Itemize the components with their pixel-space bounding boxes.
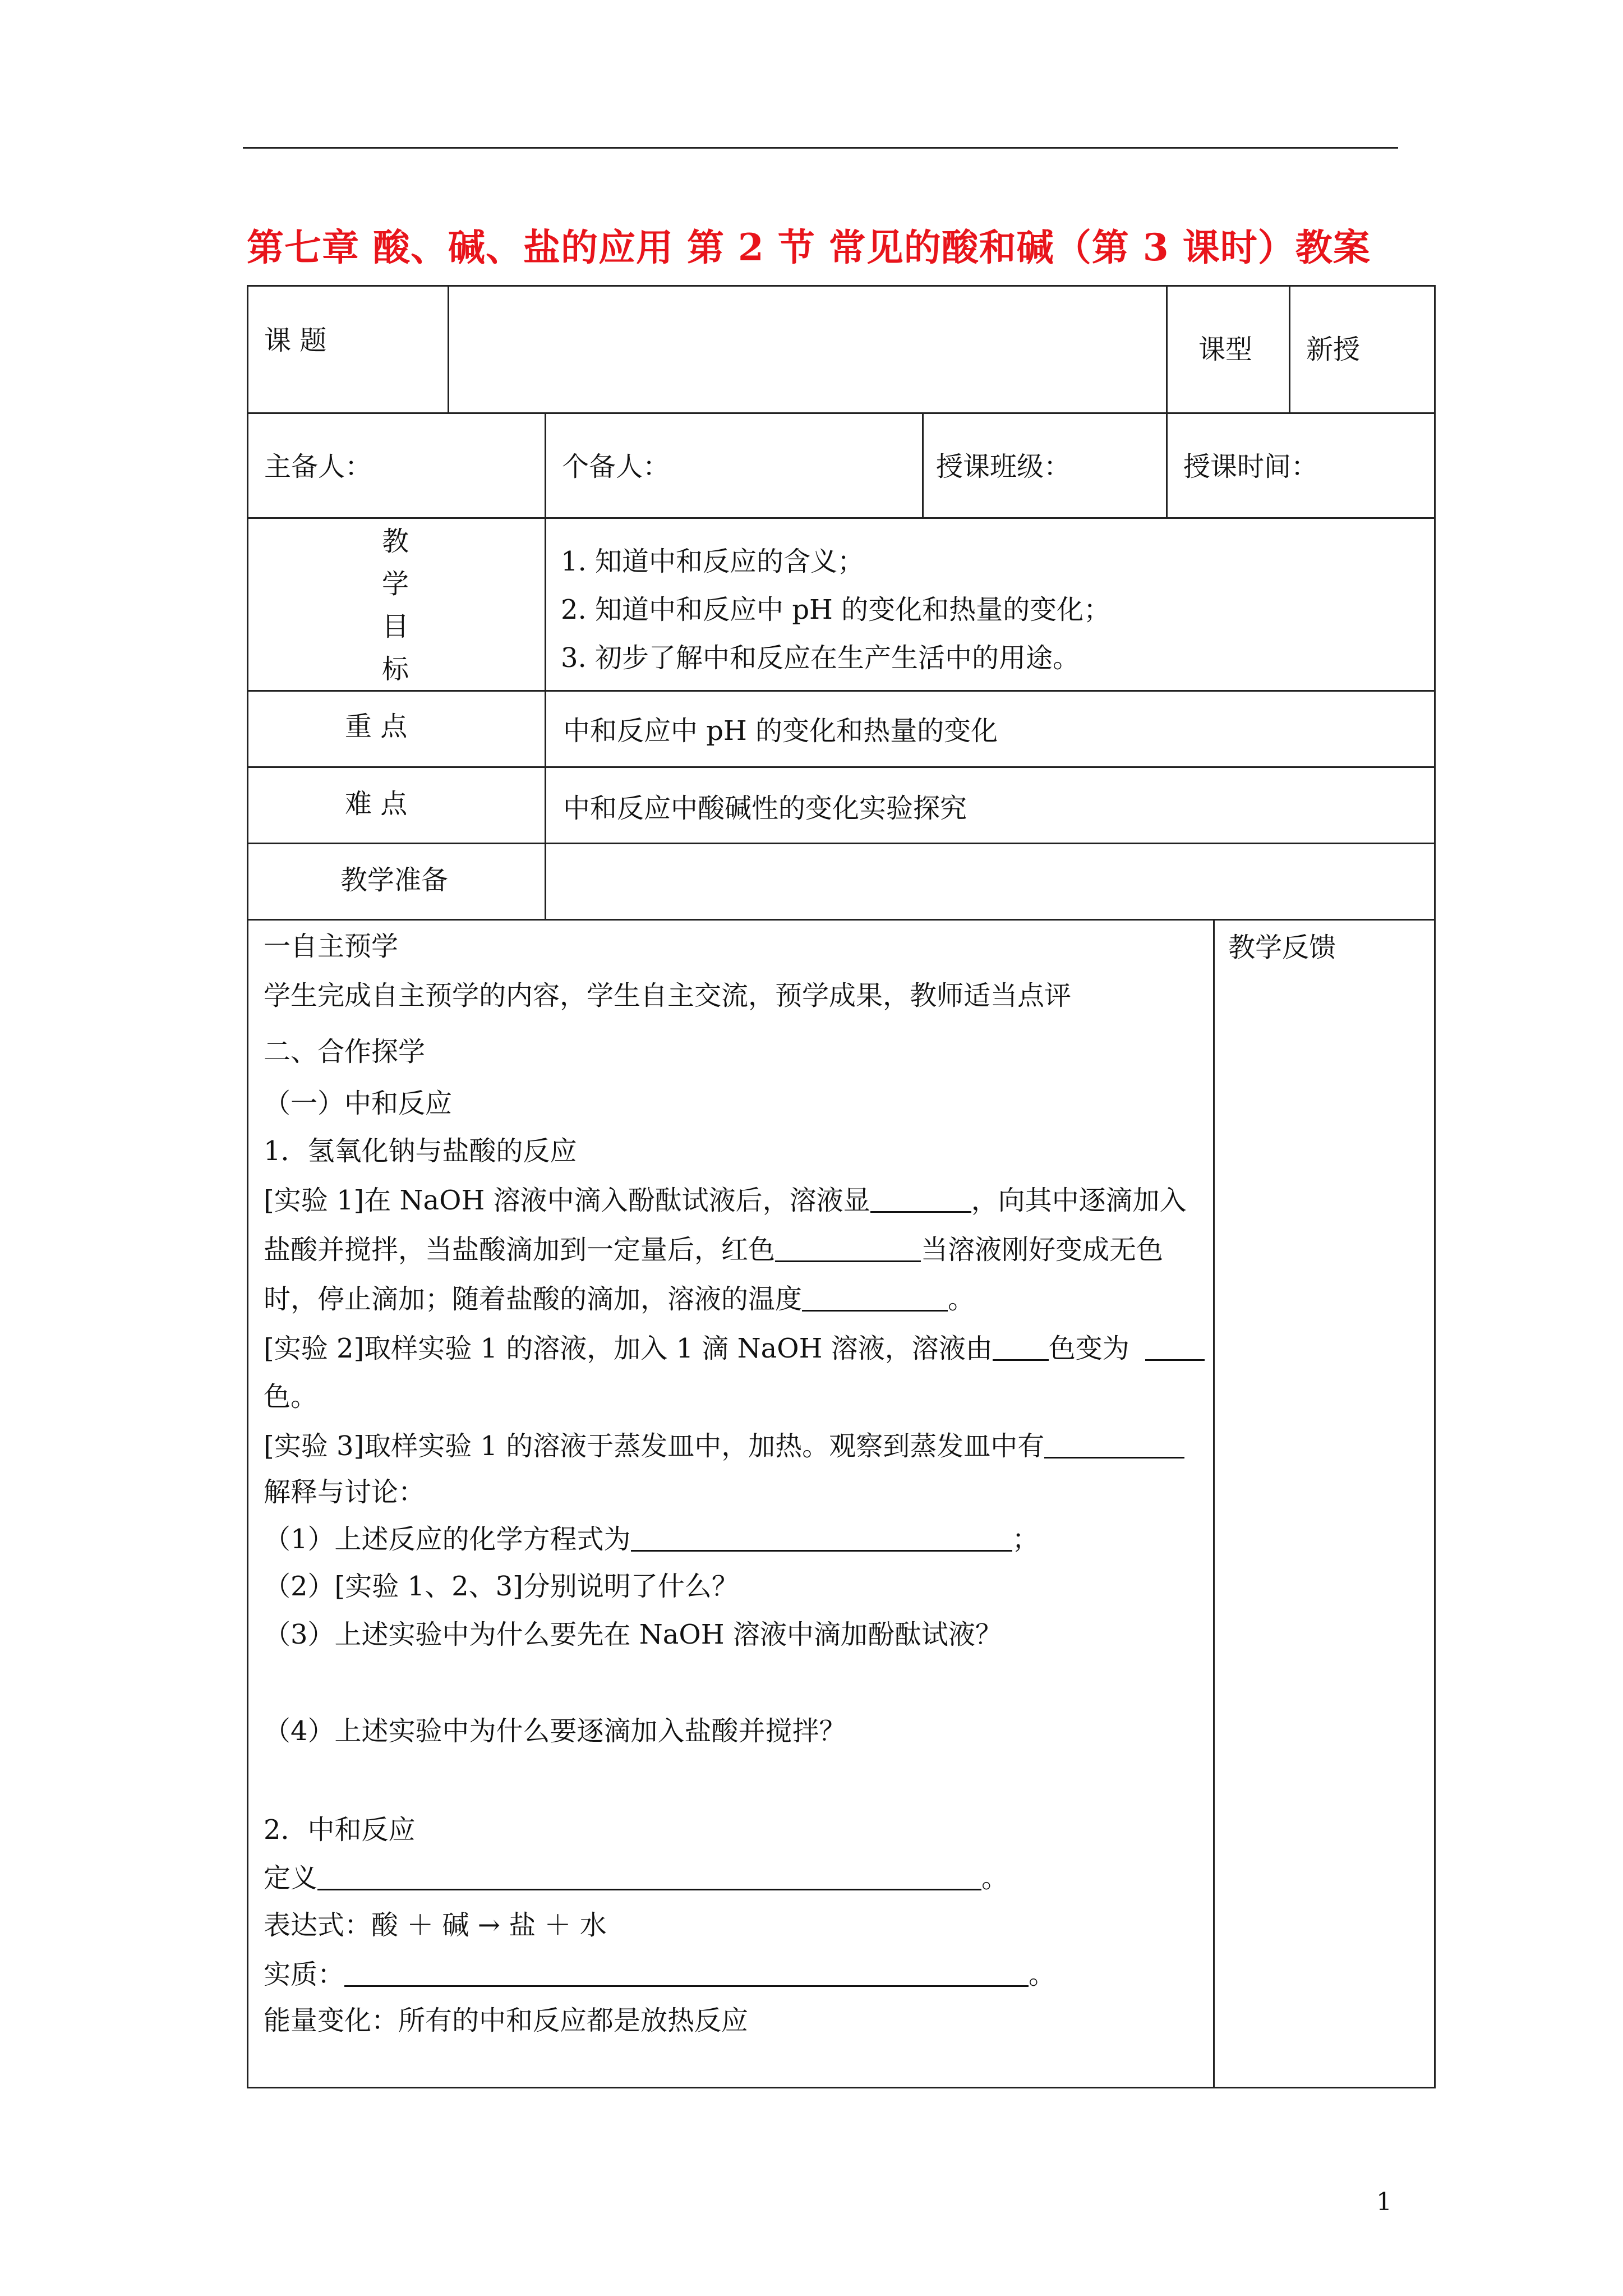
objective-item: 1. 知道中和反应的含义； <box>561 546 865 577</box>
experiment-1-line <box>264 1176 1187 1225</box>
text-run: 实质： <box>264 1959 345 1990</box>
fill-blank[interactable] <box>317 1862 981 1890</box>
energy-line: 能量变化：所有的中和反应都是放热反应 <box>264 2005 749 2036</box>
fill-blank[interactable] <box>870 1185 971 1213</box>
objectives-label-char: 标 <box>382 654 409 685</box>
essence-line <box>264 1950 1055 1999</box>
fill-blank[interactable] <box>802 1283 948 1312</box>
question-line: （3）上述实验中为什么要先在 NaOH 溶液中滴加酚酞试液？ <box>264 1619 1002 1650</box>
text-run: 时，停止滴加；随着盐酸的滴加，溶液的温度 <box>264 1283 803 1315</box>
subsection-heading: （一）中和反应 <box>264 1088 453 1119</box>
time-cell <box>1166 412 1436 519</box>
lead-preparer-cell <box>247 412 546 519</box>
key-point-label-cell <box>247 690 546 768</box>
text-run: 。 <box>981 1862 1009 1894</box>
objectives-value-cell <box>545 517 1436 692</box>
page-number: 1 <box>1376 2188 1392 2216</box>
document-title: 第七章 酸、碱、盐的应用 第 2 节 常见的酸和碱（第 3 课时）教案 <box>247 226 1371 269</box>
preparation-label-cell <box>247 843 546 921</box>
fill-blank[interactable] <box>1044 1430 1184 1458</box>
class-label: 授课班级： <box>936 451 1071 482</box>
text-run: [实验 1]在 NaOH 溶液中滴入酚酞试液后，溶液显 <box>264 1185 870 1216</box>
text-run: 定义 <box>264 1862 318 1894</box>
text-run: [实验 2]取样实验 1 的溶液，加入 1 滴 NaOH 溶液，溶液由 <box>264 1333 993 1364</box>
key-point-label: 重 点 <box>345 711 408 742</box>
section-heading: 二、合作探学 <box>264 1036 426 1068</box>
fill-blank[interactable] <box>1145 1333 1205 1361</box>
time-label: 授课时间： <box>1183 451 1318 482</box>
objectives-label-char: 教 <box>382 526 409 557</box>
text-run: ； <box>1012 1524 1039 1555</box>
key-point-value: 中和反应中 pH 的变化和热量的变化 <box>563 715 998 747</box>
paragraph: 学生完成自主预学的内容，学生自主交流，预学成果，教师适当点评 <box>264 980 1072 1011</box>
text-run: 当溶液刚好变成无色 <box>921 1234 1164 1266</box>
text-run: ，向其中逐滴加入 <box>971 1185 1187 1216</box>
topic-value-cell <box>448 285 1168 414</box>
lead-preparer-label: 主备人： <box>264 451 372 482</box>
section-heading: 一自主预学 <box>264 931 399 962</box>
experiment-2-line: 色。 <box>264 1381 318 1412</box>
experiment-1-line <box>264 1274 975 1324</box>
question-line: （4）上述实验中为什么要逐滴加入盐酸并搅拌？ <box>264 1715 846 1747</box>
type-label-cell <box>1166 285 1290 414</box>
header-rule <box>243 147 1398 149</box>
topic-label-cell <box>247 285 449 414</box>
expression-line: 表达式：酸 ＋ 碱 → 盐 ＋ 水 <box>264 1910 607 1941</box>
objective-item: 3. 初步了解中和反应在生产生活中的用途。 <box>561 642 1080 674</box>
type-value-cell <box>1289 285 1436 414</box>
experiment-2-line <box>264 1324 1205 1373</box>
feedback-label: 教学反馈 <box>1228 932 1336 963</box>
fill-blank[interactable] <box>344 1959 1029 1987</box>
fill-blank[interactable] <box>631 1524 1012 1552</box>
text-run: （1）上述反应的化学方程式为 <box>264 1524 631 1555</box>
text-run: 。 <box>1029 1959 1056 1990</box>
text-run: 色变为 <box>1048 1333 1129 1364</box>
key-point-value-cell <box>545 690 1436 768</box>
individual-preparer-label: 个备人： <box>562 451 670 482</box>
experiment-3-line <box>264 1421 1184 1471</box>
fill-blank[interactable] <box>993 1333 1049 1361</box>
definition-line <box>264 1853 1008 1903</box>
type-label: 课型 <box>1198 334 1253 365</box>
objectives-label-char: 目 <box>382 611 409 642</box>
objective-item: 2. 知道中和反应中 pH 的变化和热量的变化； <box>561 594 1111 625</box>
fill-blank[interactable] <box>775 1234 921 1262</box>
individual-preparer-cell <box>545 412 924 519</box>
preparation-value-cell <box>545 843 1436 921</box>
difficulty-label-cell <box>247 766 546 844</box>
text-run: 。 <box>948 1283 975 1315</box>
difficulty-value-cell <box>545 766 1436 844</box>
discussion-heading: 解释与讨论： <box>264 1476 426 1508</box>
topic-label: 课 题 <box>264 325 327 356</box>
question-line <box>264 1515 1039 1564</box>
preparation-label: 教学准备 <box>340 864 449 896</box>
question-line: （2）[实验 1、2、3]分别说明了什么？ <box>264 1571 739 1602</box>
class-cell <box>922 412 1168 519</box>
difficulty-value: 中和反应中酸碱性的变化实验探究 <box>563 793 967 824</box>
experiment-1-line <box>264 1225 1163 1274</box>
subsection-heading: 2．中和反应 <box>264 1814 416 1846</box>
objectives-label-cell <box>247 517 546 692</box>
text-run: 盐酸并搅拌，当盐酸滴加到一定量后，红色 <box>264 1234 776 1266</box>
difficulty-label: 难 点 <box>345 788 408 820</box>
type-value: 新授 <box>1306 334 1361 365</box>
subsection-heading: 1．氢氧化钠与盐酸的反应 <box>264 1135 577 1167</box>
objectives-label-char: 学 <box>382 568 409 600</box>
feedback-cell <box>1213 919 1436 2088</box>
text-run: [实验 3]取样实验 1 的溶液于蒸发皿中，加热。观察到蒸发皿中有 <box>264 1430 1045 1462</box>
